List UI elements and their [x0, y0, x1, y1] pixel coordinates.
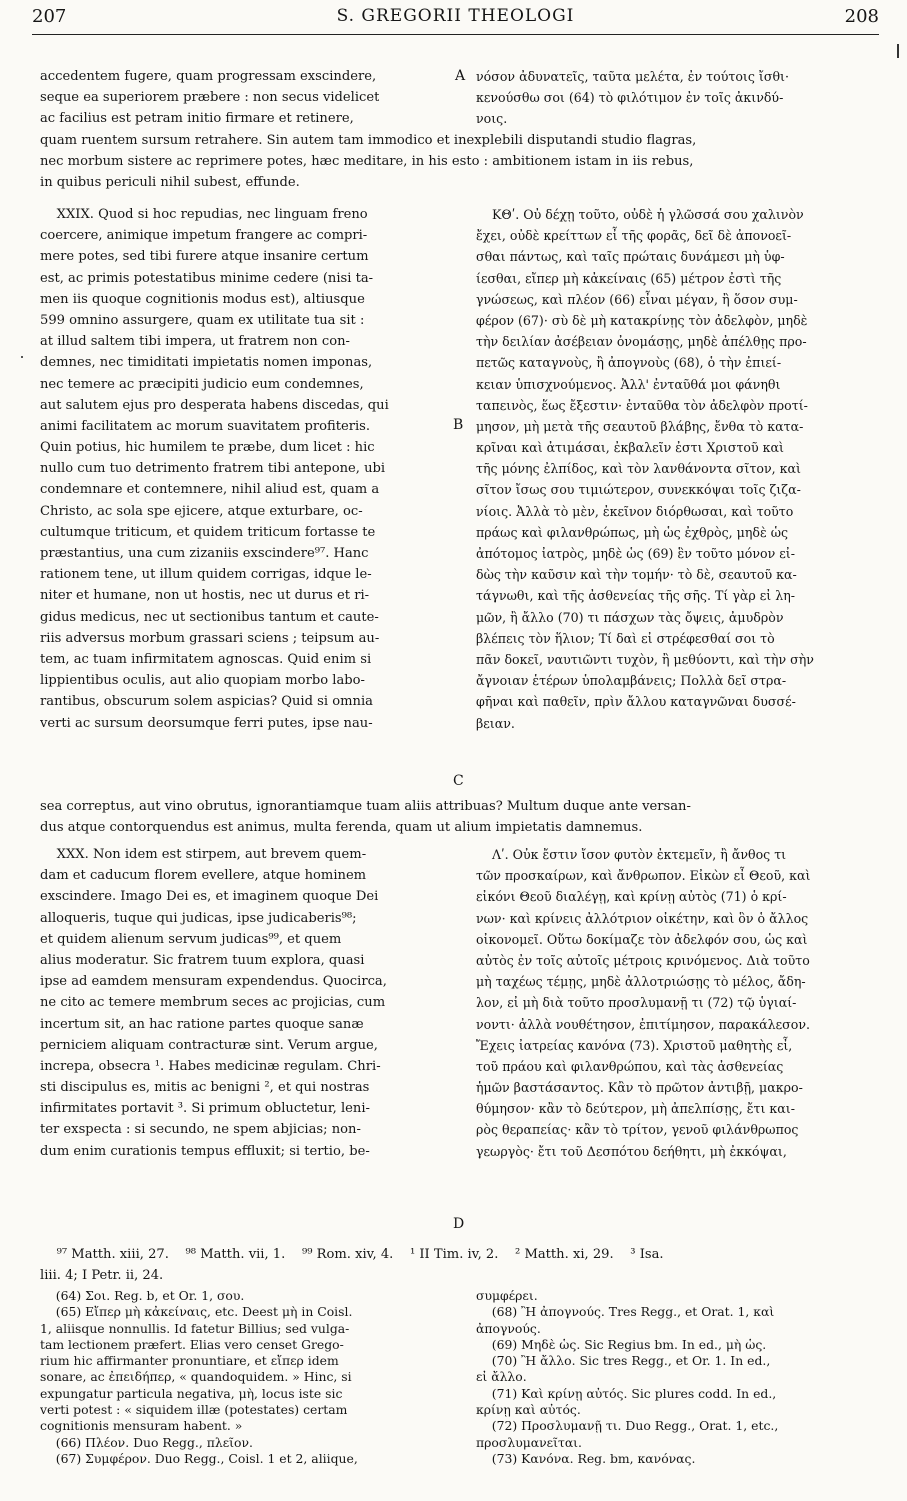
latin-line: mere potes, sed tibi furere atque insanire certum — [40, 249, 369, 265]
greek-line: ἔχει, οὐδὲ κρείττων εἶ τῆς φορᾶς, δεῖ δὲ ἀπονοεῖ- — [476, 228, 792, 244]
greek-line: τὴν δειλίαν ἀσέβειαν ὀνομάσῃς, μηδὲ ἀπέλθῃς προ- — [476, 334, 807, 350]
latin-line: dum enim curationis tempus effluxit; si tertio, be- — [40, 1143, 370, 1159]
greek-line: τοῦ πράου καὶ φιλανθρώπου, καὶ τὰς ἀσθενείας — [476, 1058, 784, 1074]
latin-line: animi facilitatem ac morum suavitatem profiteris. — [40, 418, 371, 434]
latin-line: at illud saltem tibi impera, ut fratrem non con- — [40, 334, 350, 350]
latin-line: nec morbum sistere ac reprimere potes, hæc meditare, in his esto : ambitionem istam in iis rebus, — [40, 154, 694, 170]
greek-line: νόσον ἀδυνατεῖς, ταῦτα μελέτα, ἐν τούτοις ἴσθι· — [476, 69, 789, 84]
footnote-line: tam lectionem præfert. Elias vero censet Grego- — [40, 1336, 344, 1352]
latin-line: est, ac primis potestatibus minime cedere (nisi ta- — [40, 270, 374, 286]
footnote-line: sonare, ac ἐπειδήπερ, « quandoquidem. » Hinc, si — [40, 1369, 352, 1385]
section-marker-a: A — [455, 68, 466, 84]
greek-column-top — [476, 66, 789, 130]
greek-line: ἡμῶν βαστάσαντος. Κἂν τὸ πρῶτον ἀντιβῇ, μακρο- — [476, 1080, 803, 1096]
latin-line: et quidem alienum servum judicas⁹⁹, et quem — [40, 931, 342, 947]
latin-line: dam et caducum florem evellere, atque hominem — [40, 868, 367, 884]
latin-line: dus atque contorquendus est animus, multa ferenda, quam ut alium impietatis damnemus. — [40, 820, 643, 836]
greek-line: πράως καὶ φιλανθρώπως, μὴ ὡς ἐχθρὸς, μηδὲ ὡς — [476, 524, 789, 540]
greek-line: σῖτον ἴσως σου τιμιώτερον, συνεκκόψαι τοῖς ζιζα- — [476, 482, 801, 498]
reference-line: liii. 4; I Petr. ii, 24. — [40, 1268, 164, 1283]
latin-line: Quin potius, hic humilem te præbe, dum licet : hic — [40, 440, 375, 456]
greek-line: Ἔχεις ἰατρείας κανόνα (73). Χριστοῦ μαθητὴς εἶ, — [476, 1037, 793, 1053]
latin-line: ne cito ac temere membrum seces ac projicias, cum — [40, 995, 386, 1011]
header-rule — [32, 34, 879, 35]
footnote-line: 1, aliisque nonnullis. Id fatetur Billius; sed vulga- — [40, 1320, 350, 1336]
greek-line: ταπεινὸς, ἕως ἔξεστιν· ἐνταῦθα τὸν ἀδελφὸν προτί- — [476, 397, 808, 413]
greek-line: γνώσεως, καὶ πλέον (66) εἶναι μέγαν, ἢ ὅσον συμ- — [476, 291, 798, 307]
latin-line: aut salutem ejus pro desperata habens discedas, qui — [40, 397, 389, 413]
latin-line: 599 omnino assurgere, quam ex utilitate tua sit : — [40, 312, 365, 328]
footnote-line: cognitionis mensuram habent. » — [40, 1418, 243, 1434]
greek-line: Λʹ. Οὐκ ἔστιν ἴσον φυτὸν ἐκτεμεῖν, ἢ ἄνθος τι — [476, 847, 787, 862]
latin-line: incertum sit, an hac ratione partes quoque sanæ — [40, 1016, 364, 1032]
latin-line: præstantius, una cum zizaniis exscindere⁹⁷. Hanc — [40, 546, 369, 561]
greek-line: ίεσθαι, εἴπερ μὴ κἀκείναις (65) μέτρον ἐστὶ τῆς — [476, 270, 782, 286]
latin-line: accedentem fugere, quam progressam exscindere, — [40, 69, 377, 84]
latin-line: sti discipulus es, mitis ac benigni ², et qui nostras — [40, 1080, 370, 1096]
greek-line: σθαι πάντως, καὶ ταῖς πρώταις δυνάμεσι μὴ ὑφ- — [476, 249, 785, 265]
greek-line: ἀπότομος ἰατρὸς, μηδὲ ὡς (69) ἓν τοῦτο μόνον εἰ- — [476, 546, 796, 561]
section-marker-b: B — [453, 417, 464, 433]
margin-mark — [897, 44, 899, 58]
greek-line: κενούσθω σοι (64) τὸ φιλότιμον ἐν τοῖς ἀκινδύ- — [476, 90, 784, 106]
latin-line: quam ruentem sursum retrahere. Sin autem tam immodico et inexplebili disputandi studio flagras, — [40, 133, 697, 148]
latin-line: verti ac sursum deorsumque ferri putes, ipse nau- — [40, 715, 373, 731]
footnote-line: expungatur particula negativa, μὴ, locus iste sic — [40, 1385, 343, 1401]
running-title: S. GREGORII THEOLOGI — [336, 6, 575, 26]
section-marker-c: C — [453, 773, 464, 789]
latin-line: XXIX. Quod si hoc repudias, nec linguam freno — [40, 207, 368, 222]
running-header — [32, 6, 879, 36]
greek-line: μὴ ταχέως τέμῃς, μηδὲ ἀλλοτριώσῃς τὸ μέλος, ἄδη- — [476, 974, 806, 990]
footnote-line: (64) Σοι. Reg. b, et Or. 1, σου. — [40, 1288, 245, 1303]
scripture-references — [40, 1244, 664, 1286]
latin-line: condemnare et contemnere, nihil aliud est, quam a — [40, 482, 380, 498]
footnote-line: (71) Καὶ κρίνῃ αὐτός. Sic plures codd. In ed., — [476, 1385, 777, 1401]
latin-line: niter et humane, non ut hostis, nec ut durus et ri- — [40, 588, 370, 604]
latin-line: alloqueris, tuque qui judicas, ipse judicaberis⁹⁸; — [40, 910, 357, 926]
greek-line: γεωργὸς· ἔτι τοῦ Δεσπότου δεήθητι, μὴ ἐκκόψαι, — [476, 1143, 787, 1159]
footnote-line: (72) Προσλυμανῇ τι. Duo Regg., Orat. 1, etc., — [476, 1418, 779, 1434]
latin-line: men iis quoque cognitionis modus est), altiusque — [40, 291, 365, 307]
footnote-line: (73) Κανόνα. Reg. bm, κανόνας. — [476, 1450, 696, 1466]
greek-line: μησον, μὴ μετὰ τῆς σεαυτοῦ βλάβης, ἔνθα τὸ κατα- — [476, 418, 804, 434]
latin-line: coercere, animique impetum frangere ac compri- — [40, 228, 368, 244]
latin-line: XXX. Non idem est stirpem, aut brevem quem- — [40, 847, 367, 862]
latin-line: seque ea superiorem præbere : non secus videlicet — [40, 90, 380, 106]
greek-line: νοντι· ἀλλὰ νουθέτησον, ἐπιτίμησον, παρακάλεσον. — [476, 1016, 810, 1032]
greek-line: κρῖναι καὶ ἀτιμάσαι, ἐκβαλεῖν ἐστι Χριστοῦ καὶ — [476, 440, 784, 456]
latin-line: cultumque triticum, et quidem triticum fortasse te — [40, 524, 376, 540]
latin-column-top — [40, 66, 379, 130]
footnote-line: κρίνῃ καὶ αὐτός. — [476, 1402, 581, 1418]
greek-line: αὐτὸς ἐν τοῖς αὐτοῖς μέτροις κρινόμενος. Διὰ τοῦτο — [476, 952, 810, 968]
latin-line: increpa, obsecra ¹. Habes medicinæ regulam. Chri- — [40, 1058, 381, 1074]
footnote-line: rium hic affirmanter pronuntiare, et εἴπερ idem — [40, 1353, 339, 1369]
footnote-line: (70) Ἢ ἄλλο. Sic tres Regg., et Or. 1. In ed., — [476, 1353, 771, 1369]
footnote-line: (65) Εἴπερ μὴ κἀκείναις, etc. Deest μὴ in Coisl. — [40, 1304, 353, 1320]
footnote-line: εἰ ἄλλο. — [476, 1369, 527, 1385]
footnotes-left — [40, 1288, 358, 1467]
margin-dot — [21, 356, 23, 358]
greek-line: λον, εἰ μὴ διὰ τοῦτο προσλυμανῇ τι (72) τῷ ὑγιαί- — [476, 995, 797, 1011]
greek-line: βλέπεις τὸν ἥλιον; Τί δαὶ εἰ στρέφεσθαί σοι τὸ — [476, 630, 775, 646]
reference-line: ⁹⁷ Matth. xiii, 27. ⁹⁸ Matth. vii, 1. ⁹⁹ Rom. xiv, 4. ¹ II Tim. iv, 2. ² Matth. xi, 29. ³ Isa. — [40, 1247, 664, 1262]
latin-line: rationem tene, ut illum quidem corrigas, idque le- — [40, 567, 372, 583]
greek-line: ΚΘʹ. Οὐ δέχῃ τοῦτο, οὐδὲ ἡ γλῶσσά σου χαλινὸν — [476, 207, 804, 222]
greek-section-xxix — [476, 204, 814, 734]
footnotes-right — [476, 1288, 778, 1467]
greek-line: ἄγνοιαν ἑτέρων ὑπολαμβάνεις; Πολλὰ δεῖ στρα- — [476, 673, 787, 689]
latin-line: in quibus periculi nihil subest, effunde. — [40, 175, 300, 191]
greek-line: τάγνωθι, καὶ τῆς ἀσθενείας τῆς σῆς. Τί γὰρ εἰ λη- — [476, 588, 796, 604]
greek-line: θύμησον· κἂν τὸ δεύτερον, μὴ ἀπελπίσῃς, ἔτι και- — [476, 1101, 795, 1117]
full-width-latin-1 — [40, 130, 696, 194]
page-number-left: 207 — [32, 6, 67, 27]
footnote-line: (68) Ἢ ἀπογνούς. Tres Regg., et Orat. 1, καὶ — [476, 1304, 775, 1320]
latin-line: ipse ad eamdem mensuram expendendus. Quocirca, — [40, 974, 387, 990]
latin-line: ter exspecta : si secundo, ne spem abjicias; non- — [40, 1122, 361, 1138]
greek-line: νων· καὶ κρίνεις ἀλλότριον οἰκέτην, καὶ ὃν ὁ ἄλλος — [476, 910, 809, 926]
greek-line: μῶν, ἢ ἄλλο (70) τι πάσχων τὰς ὄψεις, ἀμυδρὸν — [476, 609, 784, 625]
footnote-line: verti potest : « siquidem illæ (potestates) certam — [40, 1402, 348, 1418]
greek-line: φέρον (67)· σὺ δὲ μὴ κατακρίνῃς τὸν ἀδελφὸν, μηδὲ — [476, 312, 808, 328]
latin-line: nec temere ac præcipiti judicio eum condemnes, — [40, 376, 364, 392]
footnote-line: προσλυμανεῖται. — [476, 1434, 582, 1450]
latin-line: tem, ac tuam infirmitatem agnoscas. Quid enim si — [40, 651, 372, 667]
latin-line: sea correptus, aut vino obrutus, ignorantiamque tuam aliis attribuas? Multum duque ante versan- — [40, 799, 691, 814]
latin-section-xxix — [40, 204, 389, 734]
greek-line: νίοις. Ἀλλὰ τὸ μὲν, ἐκεῖνον διόρθωσαι, καὶ τοῦτο — [476, 503, 794, 519]
latin-line: perniciem aliquam contracturæ sint. Verum argue, — [40, 1037, 378, 1053]
latin-line: rantibus, obscurum solem aspicias? Quid si omnia — [40, 694, 373, 710]
greek-line: δὼς τὴν καῦσιν καὶ τὴν τομήν· τὸ δὲ, σεαυτοῦ κα- — [476, 567, 797, 583]
greek-line: φῆναι καὶ παθεῖν, πρὶν ἄλλου καταγνῶναι δυσσέ- — [476, 694, 796, 710]
full-width-latin-2 — [40, 796, 691, 838]
footnote-line: (66) Πλέον. Duo Regg., πλεῖον. — [40, 1434, 253, 1450]
latin-line: lippientibus oculis, aut alio quopiam morbo labo- — [40, 673, 365, 689]
latin-line: gidus medicus, nec ut sectionibus tantum et caute- — [40, 609, 379, 625]
greek-line: κειαν ὑπισχνούμενος. Ἀλλ' ἐνταῦθά μοι φάνηθι — [476, 376, 781, 392]
latin-line: infirmitates portavit ³. Si primum obluctetur, leni- — [40, 1101, 370, 1117]
greek-line: νοις. — [476, 111, 508, 127]
latin-line: alius moderatur. Sic fratrem tuum explora, quasi — [40, 952, 365, 968]
footnote-line: ἀπογνούς. — [476, 1320, 541, 1336]
greek-section-xxx — [476, 844, 810, 1162]
latin-line: ac facilius est petram initio firmare et retinere, — [40, 111, 354, 127]
page-number-right: 208 — [844, 6, 879, 27]
section-marker-d: D — [453, 1216, 465, 1232]
greek-line: πᾶν δοκεῖ, ναυτιῶντι τυχὸν, ἢ μεθύοντι, καὶ τὴν σὴν — [476, 651, 814, 667]
footnote-line: (69) Μηδὲ ὡς. Sic Regius bm. In ed., μὴ ὡς. — [476, 1336, 767, 1352]
greek-line: τῶν προσκαίρων, καὶ ἄνθρωπον. Εἰκὼν εἶ Θεοῦ, καὶ — [476, 868, 811, 884]
greek-line: τῆς μόνης ἐλπίδος, καὶ τὸν λανθάνοντα σῖτον, καὶ — [476, 461, 801, 477]
latin-line: riis adversus morbum grassari sciens ; teipsum au- — [40, 630, 380, 646]
footnote-line: συμφέρει. — [476, 1288, 538, 1303]
latin-line: nullo cum tuo detrimento fratrem tibi antepone, ubi — [40, 461, 386, 477]
greek-line: ρὸς θεραπείας· κἂν τὸ τρίτον, γενοῦ φιλάνθρωπος — [476, 1122, 799, 1138]
greek-line: βειαν. — [476, 715, 515, 731]
latin-section-xxx — [40, 844, 387, 1162]
latin-line: exscindere. Imago Dei es, et imaginem quoque Dei — [40, 889, 379, 905]
latin-line: demnes, nec timiditati impietatis nomen imponas, — [40, 355, 373, 371]
greek-line: οἰκονομεῖ. Οὕτω δοκίμαζε τὸν ἀδελφόν σου, ὡς καὶ — [476, 931, 808, 947]
footnote-line: (67) Συμφέρον. Duo Regg., Coisl. 1 et 2, aliique, — [40, 1450, 358, 1466]
greek-line: πετῶς καταγνοὺς, ἢ ἀπογνοὺς (68), ὁ τὴν ἐπιεί- — [476, 355, 782, 371]
latin-line: Christo, ac sola spe ejicere, atque exturbare, oc- — [40, 503, 363, 519]
greek-line: εἰκόνι Θεοῦ διαλέγῃ, καὶ κρίνῃ αὐτὸς (71) ὁ κρί- — [476, 889, 787, 905]
